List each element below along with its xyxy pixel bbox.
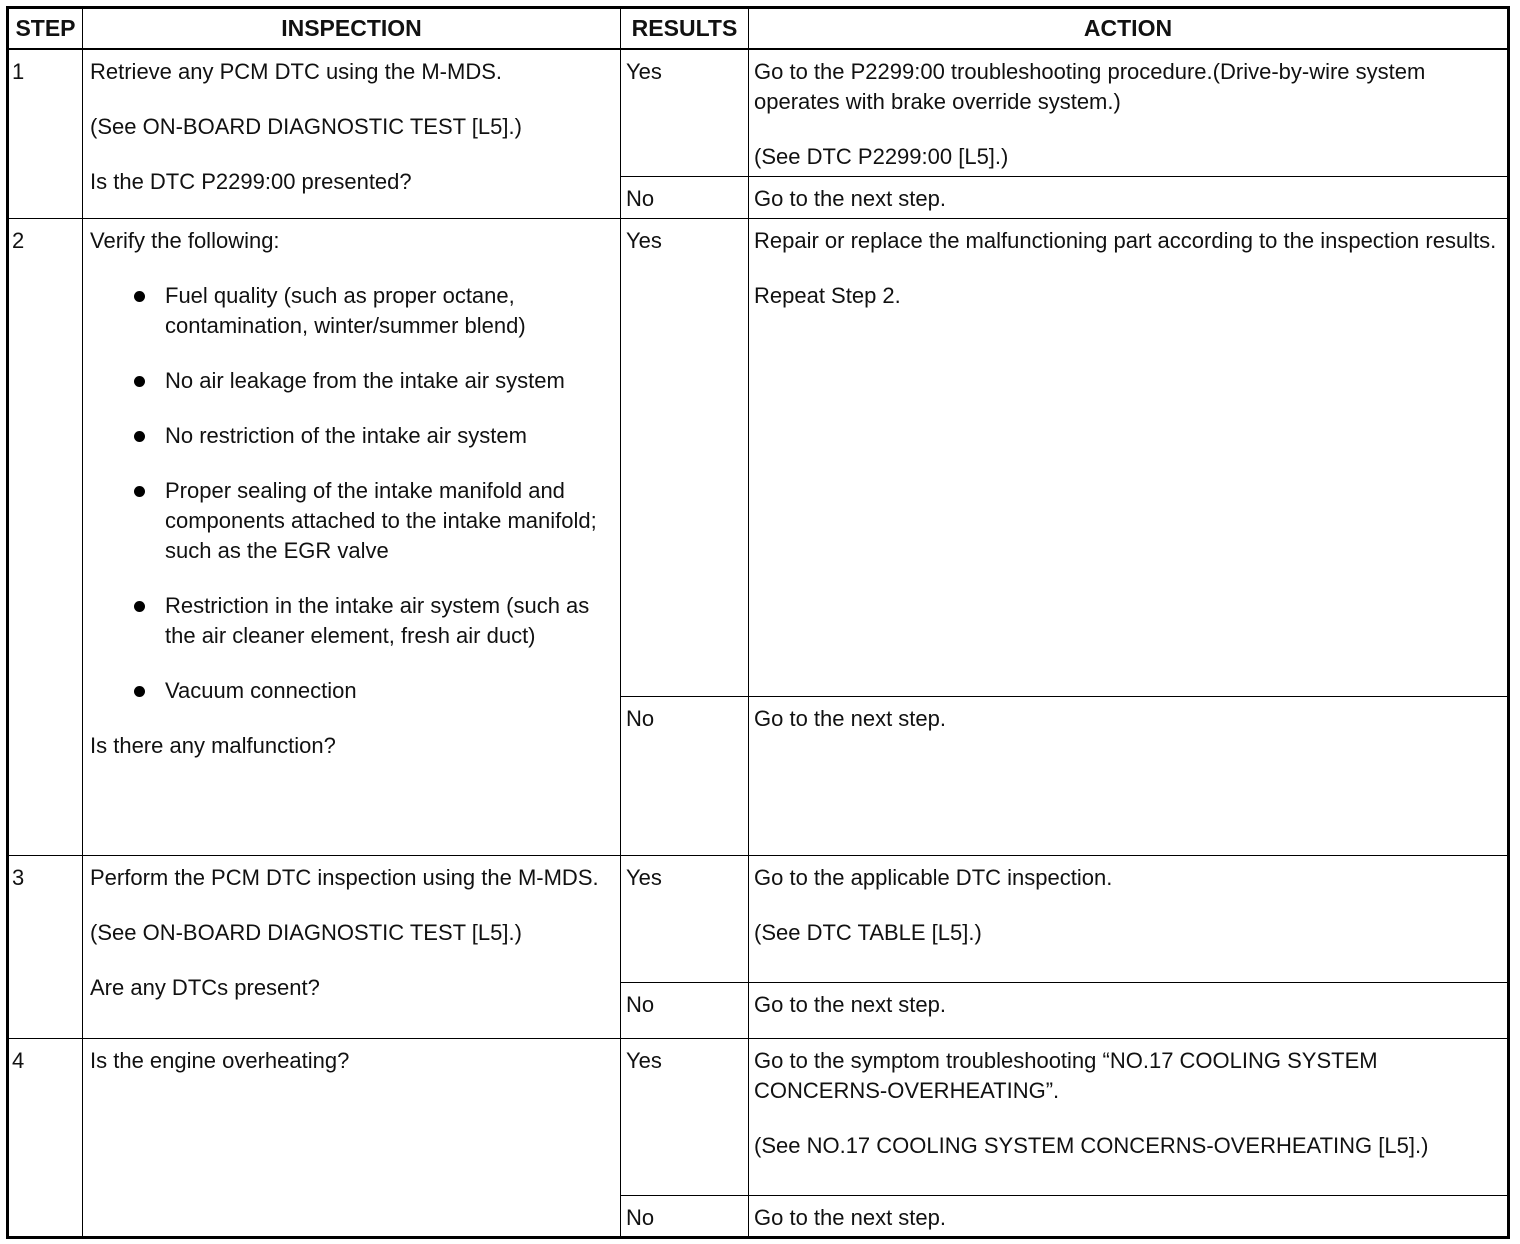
step-4-question: Is the engine overheating?	[90, 1047, 350, 1073]
step-1-result-yes: Yes	[621, 49, 749, 176]
diagnostic-table	[6, 6, 1510, 1239]
step-2-yes-action-repeat: Repeat Step 2.	[754, 282, 901, 308]
step-4-inspection	[83, 1038, 621, 1237]
list-item-text: Restriction in the intake air system (such as the air cleaner element, fresh air duct)	[165, 592, 590, 648]
header-row	[8, 8, 1509, 50]
bullet-icon	[134, 431, 145, 442]
step-2-question: Is there any malfunction?	[90, 732, 336, 758]
step-2-result-no: No	[621, 696, 749, 855]
list-item	[90, 421, 608, 451]
step-2-number: 2	[8, 218, 83, 855]
step-4-result-yes: Yes	[621, 1038, 749, 1195]
step-3-reference: (See ON-BOARD DIAGNOSTIC TEST [L5].)	[90, 919, 522, 945]
list-item	[90, 281, 608, 341]
header-action: ACTION	[749, 8, 1509, 50]
list-item-text: Vacuum connection	[165, 677, 357, 703]
step-3-yes-row	[8, 855, 1509, 982]
step-2-inspection	[83, 218, 621, 855]
step-2-yes-action-text: Repair or replace the malfunctioning part according to the inspection results.	[754, 227, 1497, 253]
list-item-text: Proper sealing of the intake manifold and components attached to the intake manifold; such as the EGR valve	[165, 477, 597, 563]
header-inspection: INSPECTION	[83, 8, 621, 50]
step-1-action-yes	[749, 49, 1509, 176]
bullet-icon	[134, 291, 145, 302]
step-2-instruction: Verify the following:	[90, 227, 280, 253]
step-1-instruction: Retrieve any PCM DTC using the M-MDS.	[90, 59, 502, 84]
step-4-yes-row	[8, 1038, 1509, 1195]
header-results: RESULTS	[621, 8, 749, 50]
header-step: STEP	[8, 8, 83, 50]
bullet-icon	[134, 686, 145, 697]
list-item-text: No restriction of the intake air system	[165, 422, 527, 448]
step-4-action-yes	[749, 1038, 1509, 1195]
bullet-icon	[134, 376, 145, 387]
step-3-inspection	[83, 855, 621, 1038]
step-2-action-no: Go to the next step.	[749, 696, 1509, 855]
list-item-text: Fuel quality (such as proper octane, contamination, winter/summer blend)	[165, 282, 526, 338]
step-3-yes-action-reference: (See DTC TABLE [L5].)	[754, 919, 982, 945]
step-4-number: 4	[8, 1038, 83, 1237]
step-1-yes-action-text: Go to the P2299:00 troubleshooting procedure.(Drive-by-wire system operates with brake override system.)	[754, 59, 1426, 114]
step-3-instruction: Perform the PCM DTC inspection using the M-MDS.	[90, 864, 599, 890]
step-3-action-yes	[749, 855, 1509, 982]
list-item	[90, 591, 608, 651]
list-item	[90, 676, 608, 706]
step-1-inspection	[83, 49, 621, 218]
step-4-yes-action-text: Go to the symptom troubleshooting “NO.17 COOLING SYSTEM CONCERNS-OVERHEATING”.	[754, 1047, 1378, 1103]
step-1-yes-row	[8, 49, 1509, 176]
step-4-result-no: No	[621, 1195, 749, 1237]
step-3-action-no: Go to the next step.	[749, 982, 1509, 1038]
step-1-reference: (See ON-BOARD DIAGNOSTIC TEST [L5].)	[90, 114, 522, 139]
step-3-number: 3	[8, 855, 83, 1038]
step-4-yes-action-reference: (See NO.17 COOLING SYSTEM CONCERNS-OVERHEATING [L5].)	[754, 1132, 1429, 1158]
step-1-question: Is the DTC P2299:00 presented?	[90, 169, 412, 194]
step-1-yes-action-reference: (See DTC P2299:00 [L5].)	[754, 144, 1009, 169]
step-3-result-no: No	[621, 982, 749, 1038]
list-item-text: No air leakage from the intake air system	[165, 367, 565, 393]
list-item	[90, 476, 608, 566]
bullet-icon	[134, 601, 145, 612]
list-item	[90, 366, 608, 396]
step-3-question: Are any DTCs present?	[90, 974, 320, 1000]
bullet-icon	[134, 486, 145, 497]
step-4-action-no: Go to the next step.	[749, 1195, 1509, 1237]
step-2-checklist	[90, 281, 608, 706]
step-2-result-yes: Yes	[621, 218, 749, 696]
step-1-action-no: Go to the next step.	[749, 176, 1509, 218]
step-1-result-no: No	[621, 176, 749, 218]
step-2-action-yes	[749, 218, 1509, 696]
step-3-yes-action-text: Go to the applicable DTC inspection.	[754, 864, 1113, 890]
step-2-yes-row	[8, 218, 1509, 696]
step-3-result-yes: Yes	[621, 855, 749, 982]
step-1-number: 1	[8, 49, 83, 218]
